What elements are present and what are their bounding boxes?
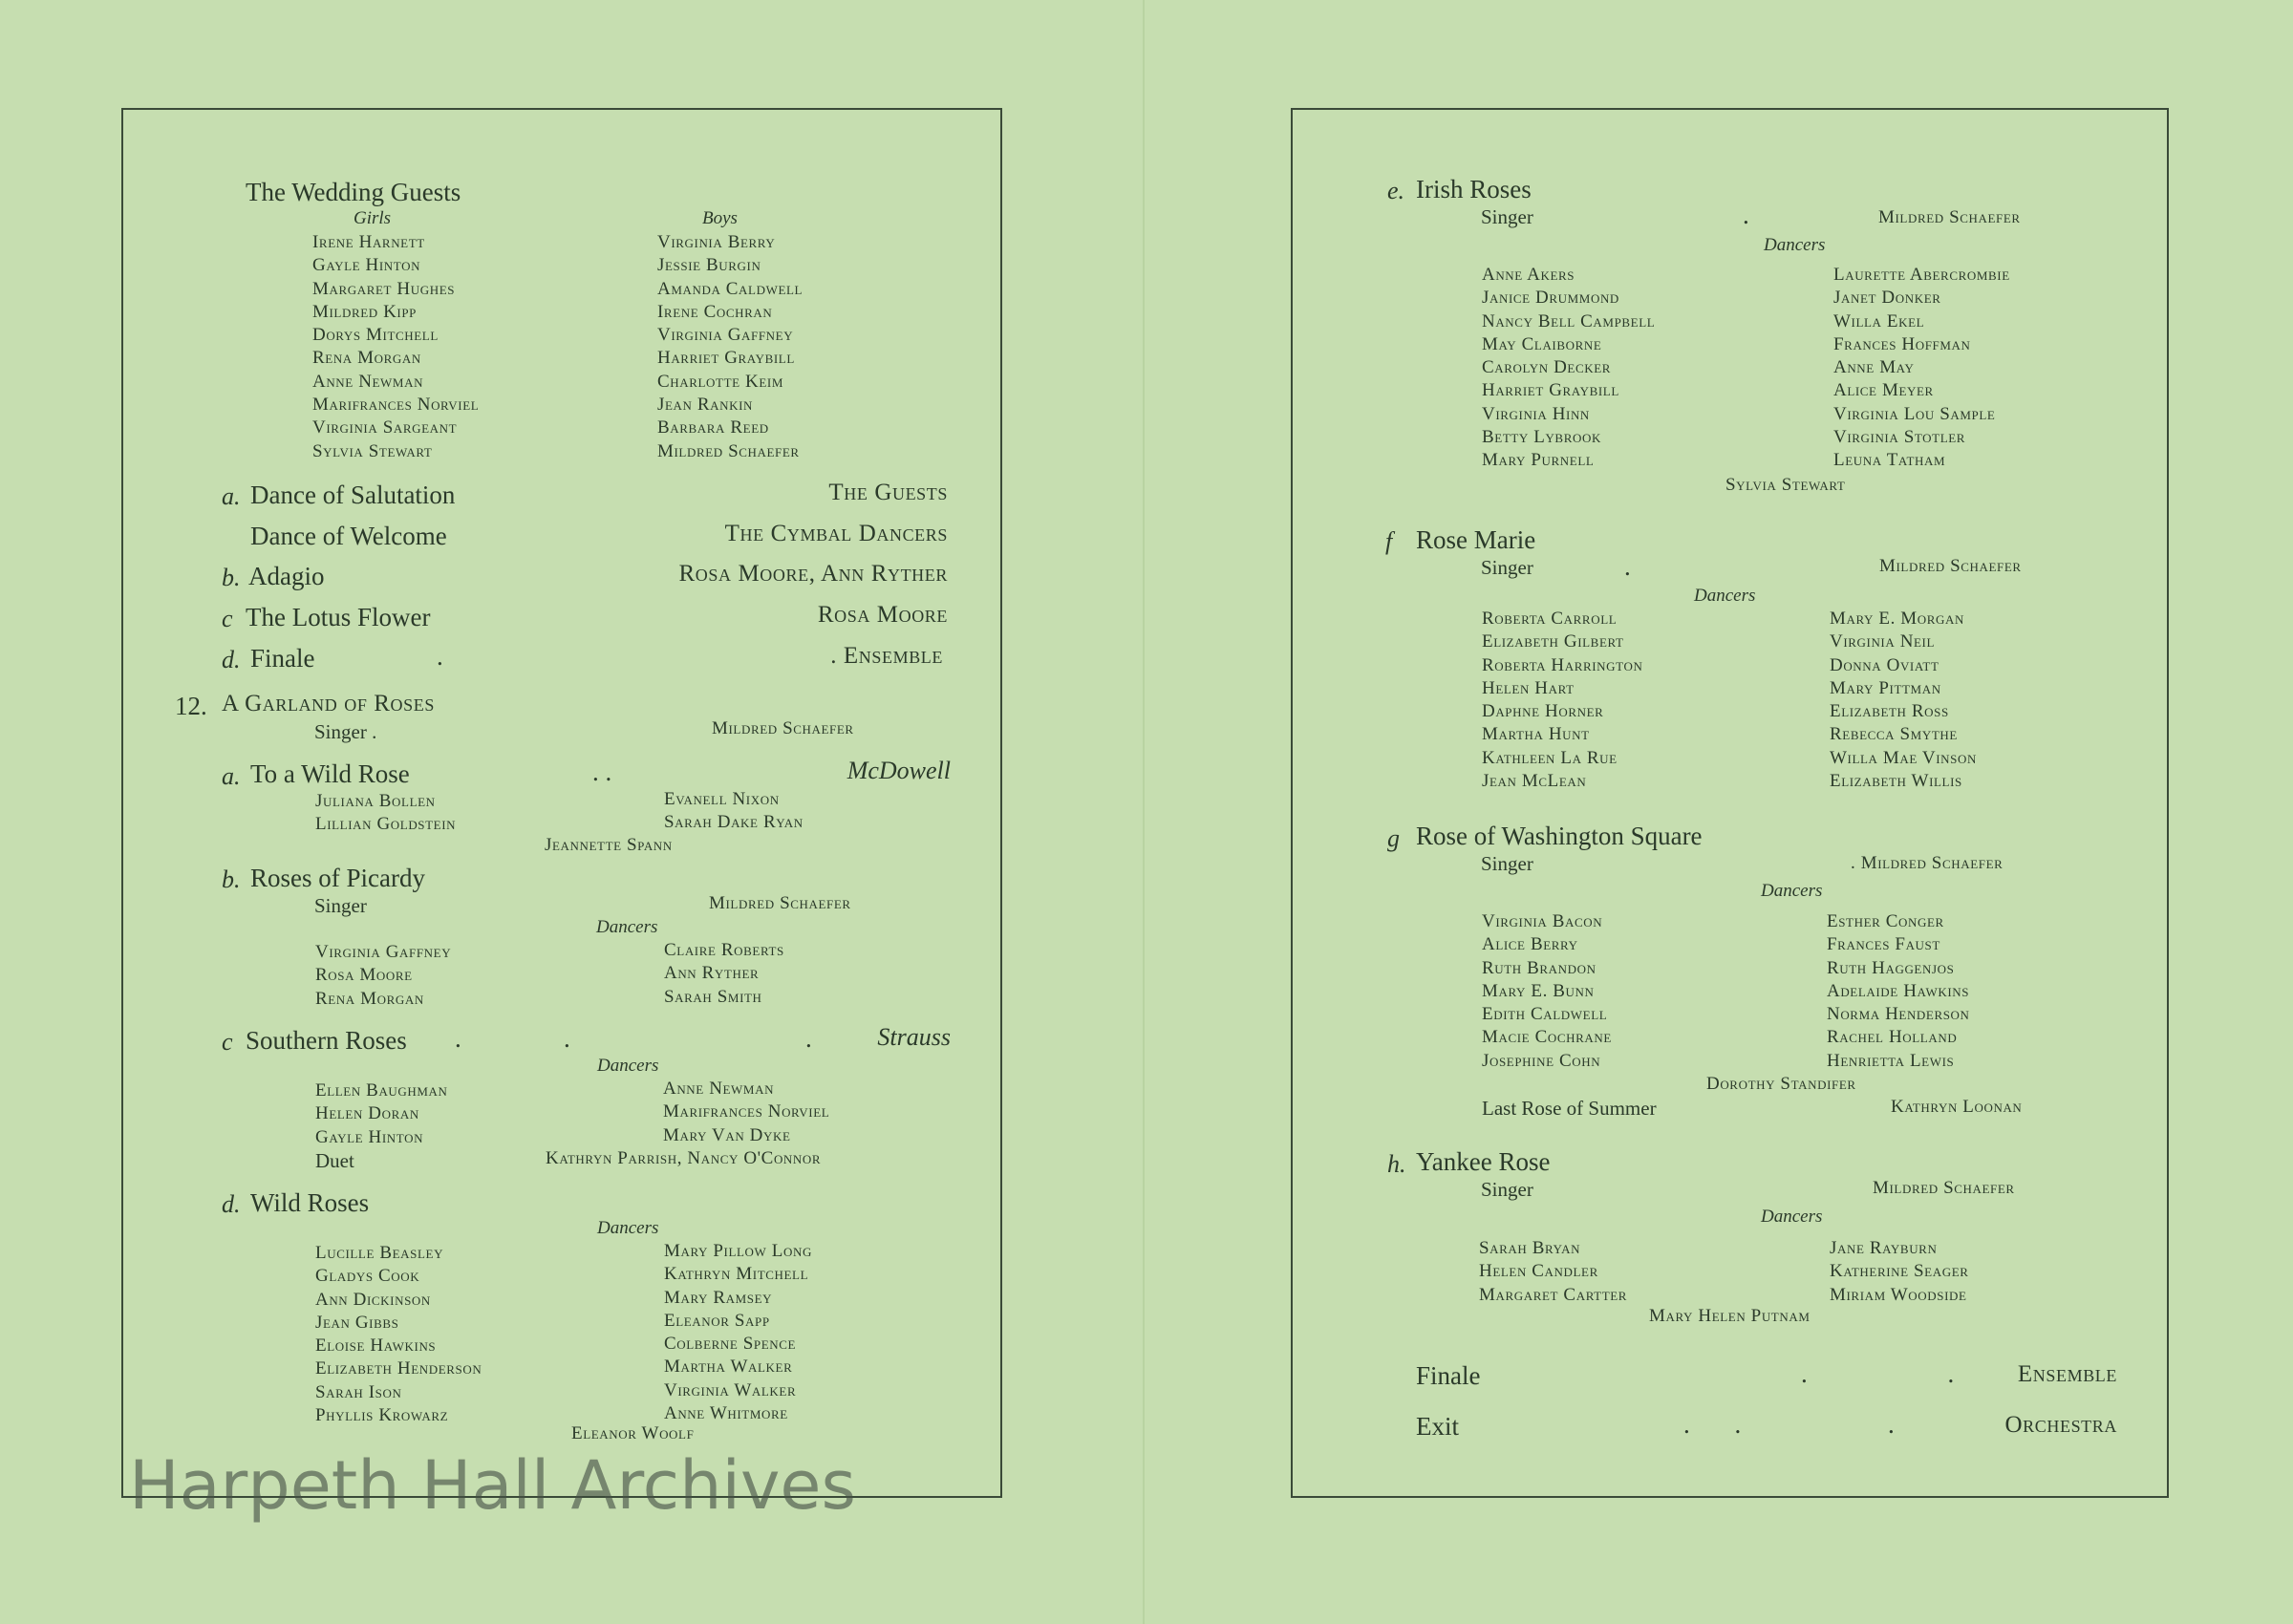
center-name: Dorothy Standifer: [1706, 1074, 1856, 1094]
name-item: Janet Donker: [1833, 288, 1941, 309]
name-item: Mary E. Bunn: [1482, 980, 1595, 1001]
item-letter: f: [1385, 527, 1393, 555]
name-item: Daphne Horner: [1482, 701, 1604, 722]
program-performer: The Guests: [828, 480, 948, 505]
dancers-col-1: [1482, 264, 1655, 473]
singer-label: Singer: [1481, 1178, 1533, 1201]
dancers-col-2: [664, 788, 804, 835]
name-item: Claire Roberts: [664, 940, 784, 960]
singer-name: Mildred Schaefer: [712, 718, 854, 738]
dancers-col-1: [1479, 1237, 1627, 1307]
leader-dots: . .: [1683, 1410, 1761, 1439]
watermark: Harpeth Hall Archives: [129, 1446, 856, 1525]
name-item: Rebecca Smythe: [1830, 724, 1958, 745]
duet-label: Duet: [315, 1149, 354, 1172]
leader-dots: . .: [592, 758, 612, 786]
name-item: Anne May: [1833, 357, 1915, 378]
boys-list: [657, 231, 803, 463]
dancers-label: Dancers: [1694, 586, 1756, 606]
name-item: Virginia Sargeant: [312, 417, 458, 438]
name-item: Marifrances Norviel: [663, 1101, 830, 1122]
wild-roses-title: Wild Roses: [250, 1188, 370, 1217]
name-item: Kathleen La Rue: [1482, 747, 1618, 768]
name-item: Mildred Kipp: [312, 301, 418, 322]
program-title: Adagio: [248, 562, 325, 590]
singer-name: Mildred Schaefer: [1879, 556, 2022, 576]
boys-label: Boys: [702, 208, 738, 228]
name-item: Betty Lybrook: [1482, 427, 1601, 448]
center-name: Jeannette Spann: [545, 835, 673, 855]
name-item: Jean McLean: [1482, 771, 1587, 792]
name-item: Barbara Reed: [657, 417, 769, 438]
name-item: Harriet Graybill: [657, 348, 795, 369]
name-item: Sylvia Stewart: [312, 440, 433, 461]
name-item: Nancy Bell Campbell: [1482, 310, 1656, 331]
name-item: Mary Ramsey: [664, 1287, 773, 1308]
item-letter: a.: [222, 762, 241, 790]
name-item: Lucille Beasley: [315, 1243, 444, 1263]
name-item: Evanell Nixon: [664, 789, 780, 809]
name-item: Sarah Dake Ryan: [664, 812, 804, 833]
name-item: Irene Harnett: [312, 232, 425, 252]
name-item: Gayle Hinton: [315, 1126, 424, 1147]
name-item: Virginia Gaffney: [315, 942, 452, 962]
name-item: Roberta Carroll: [1482, 609, 1618, 629]
name-item: Jessie Burgin: [657, 255, 761, 276]
name-item: Elizabeth Gilbert: [1482, 631, 1624, 652]
last-rose-singer: Kathryn Loonan: [1891, 1097, 2023, 1117]
last-rose-label: Last Rose of Summer: [1482, 1097, 1657, 1120]
dancers-col-2: [1827, 910, 1970, 1073]
washington-square-title: Rose of Washington Square: [1416, 822, 1703, 850]
program-performer: . Ensemble: [830, 643, 943, 669]
singer-name: Mildred Schaefer: [1878, 207, 2021, 227]
name-item: Martha Hunt: [1482, 724, 1590, 745]
name-item: Dorys Mitchell: [312, 325, 439, 346]
irish-roses-title: Irish Roses: [1416, 175, 1532, 203]
dancers-col-1: [315, 941, 451, 1011]
page-fold: [1143, 0, 1145, 1624]
name-item: Virginia Neil: [1830, 631, 1936, 652]
name-item: Charlotte Keim: [657, 371, 783, 392]
singer-label: Singer: [1481, 852, 1533, 875]
singer-name: . Mildred Schaefer: [1851, 853, 2004, 873]
name-item: Mildred Schaefer: [657, 440, 800, 461]
name-item: Harriet Graybill: [1482, 380, 1619, 401]
dancers-col-2: [664, 939, 784, 1009]
name-item: Anne Akers: [1482, 265, 1575, 285]
singer-name: Mildred Schaefer: [709, 893, 851, 913]
name-item: Katherine Seager: [1830, 1261, 1969, 1282]
name-item: Anne Whitmore: [664, 1403, 788, 1424]
wild-rose-title: To a Wild Rose: [250, 759, 410, 788]
leader-dots: .: [455, 1024, 461, 1053]
dancers-label: Dancers: [597, 1056, 659, 1076]
name-item: Ellen Baughman: [315, 1080, 448, 1100]
center-name: Eleanor Woolf: [571, 1423, 695, 1443]
composer-name: McDowell: [846, 757, 951, 784]
program-title: The Lotus Flower: [246, 603, 431, 631]
dancers-col-1: [315, 1242, 482, 1427]
name-item: Sarah Bryan: [1479, 1238, 1581, 1258]
item-letter: b.: [222, 865, 241, 893]
singer-label: Singer: [314, 894, 367, 917]
name-item: Esther Conger: [1827, 911, 1944, 931]
name-item: Sarah Smith: [664, 986, 762, 1007]
name-item: Virginia Bacon: [1482, 911, 1603, 931]
name-item: Mary Pillow Long: [664, 1241, 812, 1261]
name-item: Elizabeth Ross: [1830, 701, 1949, 722]
name-item: Elizabeth Willis: [1830, 771, 1962, 792]
left-page-frame: [121, 108, 1002, 1498]
dancers-col-1: [1482, 910, 1612, 1073]
name-item: Jane Rayburn: [1830, 1238, 1938, 1258]
exit-performer: Orchestra: [2004, 1412, 2117, 1438]
name-item: Virginia Stotler: [1833, 427, 1966, 448]
item-letter: c: [222, 1028, 233, 1056]
item-number: 12.: [175, 692, 207, 720]
center-name: Sylvia Stewart: [1725, 475, 1846, 495]
rose-marie-title: Rose Marie: [1416, 525, 1536, 554]
item-letter: d.: [222, 1190, 241, 1218]
dancers-col-2: [1833, 264, 2010, 473]
program-title: Dance of Salutation: [250, 481, 456, 509]
name-item: Helen Doran: [315, 1103, 419, 1124]
program-performer: Rosa Moore: [817, 602, 948, 628]
name-item: Margaret Cartter: [1479, 1284, 1628, 1305]
dancers-col-2: [664, 1240, 812, 1425]
name-item: Colberne Spence: [664, 1334, 797, 1355]
name-item: Anne Newman: [663, 1079, 775, 1099]
name-item: Ruth Brandon: [1482, 957, 1597, 978]
name-item: Frances Faust: [1827, 934, 1940, 955]
name-item: Ruth Haggenjos: [1827, 957, 1955, 978]
program-title: Finale: [250, 644, 315, 673]
name-item: Donna Oviatt: [1830, 654, 1939, 675]
duet-names: Kathryn Parrish, Nancy O'Connor: [546, 1148, 822, 1168]
name-item: Adelaide Hawkins: [1827, 980, 1970, 1001]
name-item: Eleanor Sapp: [664, 1310, 770, 1331]
girls-list: [312, 231, 479, 463]
name-item: Kathryn Mitchell: [664, 1264, 809, 1285]
program-letter: d.: [222, 646, 241, 673]
name-item: Mary Pittman: [1830, 677, 1941, 698]
name-item: Mary Van Dyke: [663, 1124, 791, 1145]
item-letter: h.: [1387, 1150, 1406, 1178]
leader-dots: .: [437, 642, 443, 671]
dancers-col-1: [315, 790, 456, 837]
leader-dots: .: [1888, 1410, 1895, 1439]
leader-dots: .: [805, 1024, 812, 1053]
name-item: Lillian Goldstein: [315, 814, 457, 835]
dancers-label: Dancers: [596, 917, 658, 937]
name-item: Eloise Hawkins: [315, 1336, 437, 1357]
name-item: Henrietta Lewis: [1827, 1050, 1955, 1071]
name-item: Helen Hart: [1482, 677, 1575, 698]
southern-roses-title: Southern Roses: [246, 1026, 407, 1055]
program-letter: a.: [222, 482, 241, 510]
name-item: Virginia Gaffney: [657, 325, 794, 346]
name-item: Jean Rankin: [657, 395, 754, 416]
dancers-label: Dancers: [597, 1218, 659, 1238]
name-item: Mary Purnell: [1482, 450, 1595, 471]
dancers-col-2: [1830, 608, 1977, 793]
name-item: Irene Cochran: [657, 301, 773, 322]
name-item: Elizabeth Henderson: [315, 1358, 482, 1379]
leader-dots: . .: [1801, 1359, 2022, 1388]
finale-label: Finale: [1416, 1361, 1481, 1390]
name-item: Rosa Moore: [315, 965, 413, 986]
name-item: Frances Hoffman: [1833, 333, 1971, 354]
name-item: Virginia Hinn: [1482, 403, 1590, 424]
wedding-guests-title: The Wedding Guests: [246, 178, 461, 206]
name-item: Alice Berry: [1482, 934, 1578, 955]
name-item: Miriam Woodside: [1830, 1284, 1967, 1305]
name-item: Norma Henderson: [1827, 1004, 1970, 1025]
name-item: Gladys Cook: [315, 1266, 420, 1287]
singer-name: Mildred Schaefer: [1873, 1178, 2015, 1198]
program-performer: Rosa Moore, Ann Ryther: [678, 561, 948, 587]
program-letter: b.: [222, 564, 241, 591]
name-item: Laurette Abercrombie: [1833, 265, 2010, 285]
name-item: Jean Gibbs: [315, 1312, 399, 1333]
name-item: Willa Mae Vinson: [1830, 747, 1977, 768]
program-title: Dance of Welcome: [250, 522, 447, 550]
finale-performer: Ensemble: [2017, 1361, 2117, 1387]
name-item: Ann Dickinson: [315, 1289, 431, 1310]
name-item: Leuna Tatham: [1833, 450, 1946, 471]
name-item: Virginia Berry: [657, 232, 776, 252]
item-letter: g: [1387, 824, 1400, 852]
name-item: Josephine Cohn: [1482, 1050, 1601, 1071]
dancers-col-2: [1830, 1237, 1969, 1307]
name-item: Mary E. Morgan: [1830, 609, 1964, 629]
item-letter: e.: [1387, 177, 1405, 204]
name-item: Amanda Caldwell: [657, 278, 804, 299]
name-item: Margaret Hughes: [312, 278, 456, 299]
picardy-title: Roses of Picardy: [250, 864, 425, 892]
yankee-rose-title: Yankee Rose: [1416, 1147, 1551, 1176]
leader-dots: .: [1743, 201, 1749, 229]
name-item: Virginia Walker: [664, 1379, 797, 1400]
name-item: Helen Candler: [1479, 1261, 1598, 1282]
dancers-col-1: [1482, 608, 1642, 793]
girls-label: Girls: [354, 208, 392, 228]
right-page-frame: [1291, 108, 2169, 1498]
name-item: Macie Cochrane: [1482, 1027, 1612, 1048]
name-item: Rena Morgan: [312, 348, 421, 369]
name-item: Rena Morgan: [315, 988, 424, 1009]
dancers-col-2: [663, 1078, 829, 1147]
singer-label: Singer .: [314, 720, 377, 743]
name-item: Janice Drummond: [1482, 288, 1619, 309]
name-item: Willa Ekel: [1833, 310, 1925, 331]
singer-label: Singer: [1481, 205, 1533, 228]
name-item: Gayle Hinton: [312, 255, 421, 276]
name-item: Carolyn Decker: [1482, 357, 1612, 378]
center-name: Mary Helen Putnam: [1649, 1306, 1811, 1326]
name-item: Martha Walker: [664, 1357, 793, 1378]
dancers-label: Dancers: [1761, 881, 1823, 901]
name-item: May Claiborne: [1482, 333, 1602, 354]
name-item: Sarah Ison: [315, 1381, 402, 1402]
name-item: Virginia Lou Sample: [1833, 403, 1996, 424]
name-item: Ann Ryther: [664, 963, 760, 984]
leader-dots: .: [1624, 552, 1631, 581]
singer-label: Singer: [1481, 556, 1533, 579]
name-item: Marifrances Norviel: [312, 395, 480, 416]
exit-label: Exit: [1416, 1412, 1459, 1441]
program-performer: The Cymbal Dancers: [724, 521, 948, 546]
name-item: Alice Meyer: [1833, 380, 1934, 401]
garland-title: A Garland of Roses: [222, 691, 435, 716]
name-item: Roberta Harrington: [1482, 654, 1643, 675]
program-letter: c: [222, 605, 233, 632]
name-item: Rachel Holland: [1827, 1027, 1958, 1048]
leader-dots: .: [564, 1024, 570, 1053]
name-item: Anne Newman: [312, 371, 424, 392]
composer-name: Strauss: [877, 1023, 951, 1051]
name-item: Juliana Bollen: [315, 791, 436, 811]
dancers-col-1: [315, 1079, 448, 1149]
name-item: Phyllis Krowarz: [315, 1405, 449, 1426]
dancers-label: Dancers: [1761, 1207, 1823, 1227]
dancers-label: Dancers: [1764, 235, 1826, 255]
name-item: Edith Caldwell: [1482, 1004, 1608, 1025]
